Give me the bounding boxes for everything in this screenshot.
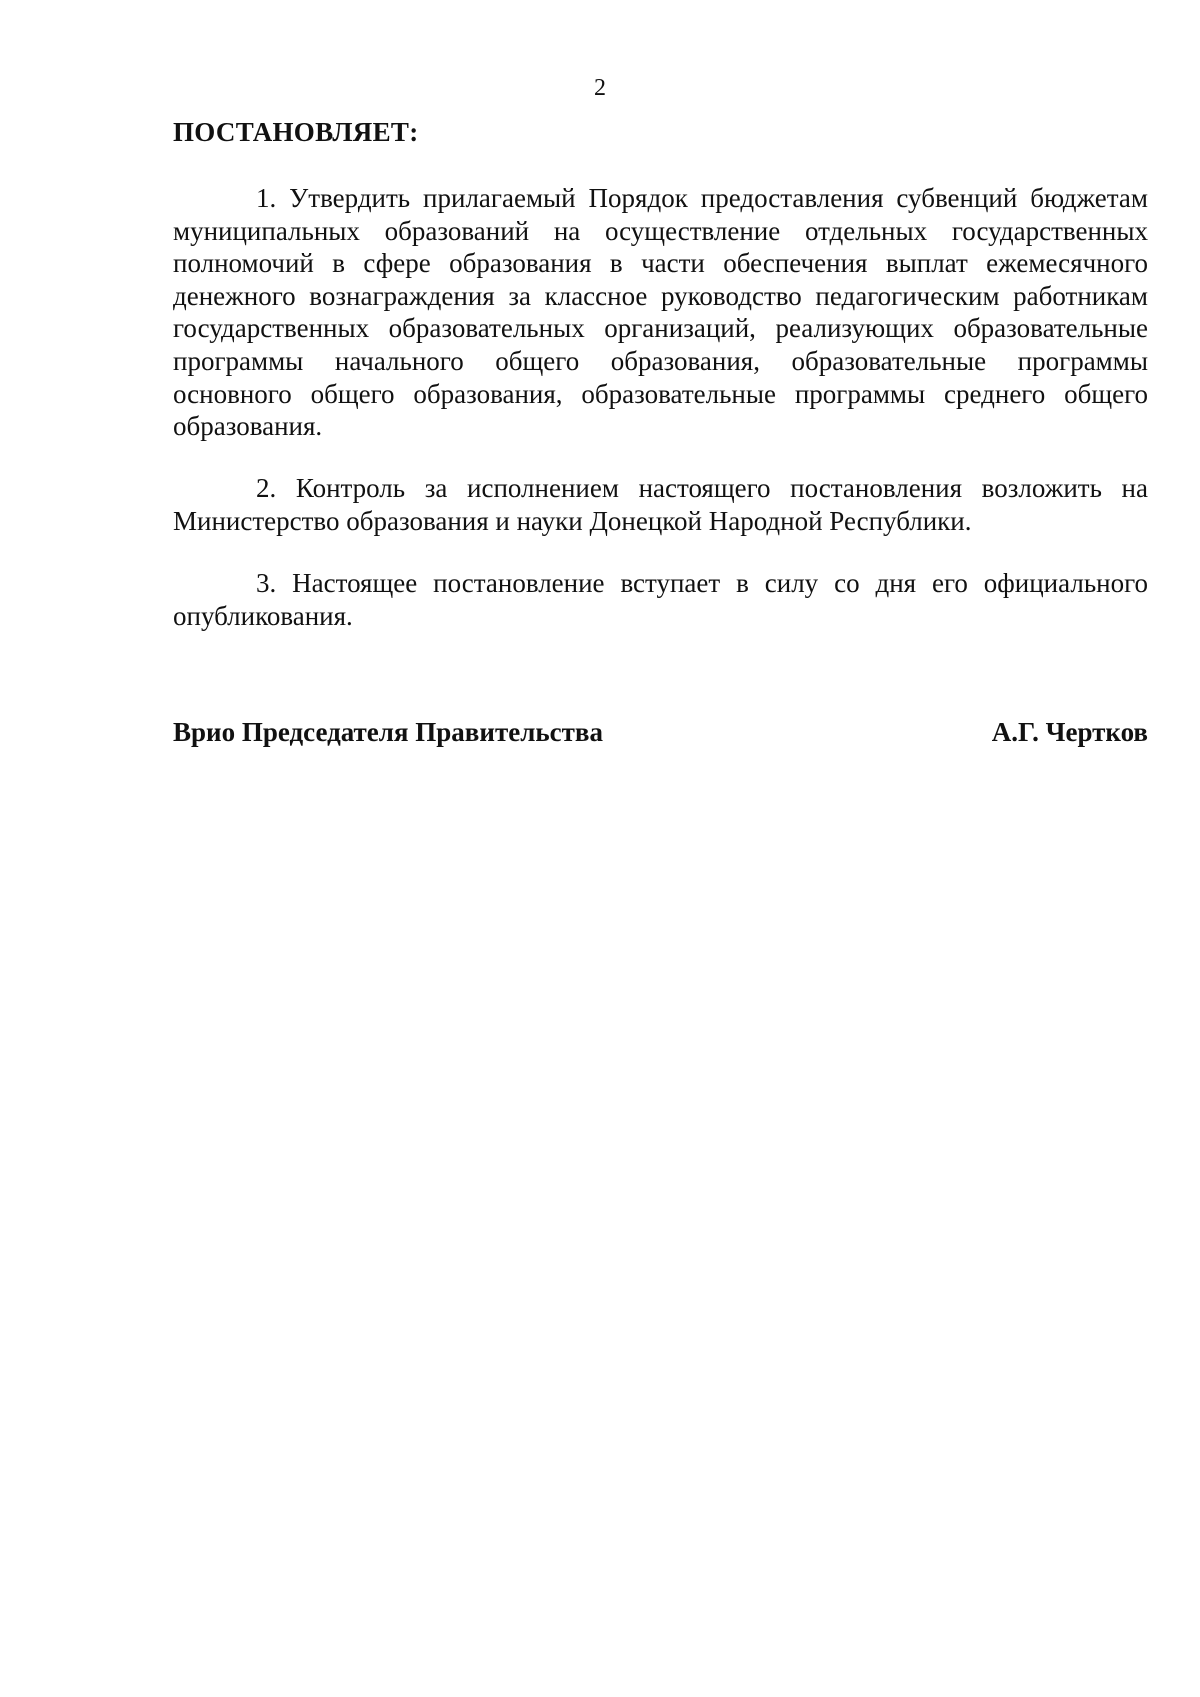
paragraph-1: 1. Утвердить прилагаемый Порядок предоставления субвенций бюджетам муниципальных образований на осуществление отдельных государственных полномочий в сфере образования в части обеспечения выплат ежемесячного денежного вознаграждения за классное руководство педагогическим работникам государственных образовательных организаций, реализующих образовательные программы начального общего образования, образовательные программы основного общего образования, образовательные программы среднего общего образования. bbox=[173, 183, 1148, 442]
paragraph-2: 2. Контроль за исполнением настоящего постановления возложить на Министерство образования и науки Донецкой Народной Республики. bbox=[173, 473, 1148, 536]
signatory-name: А.Г. Чертков bbox=[991, 717, 1148, 747]
signatory-position: Врио Председателя Правительства bbox=[173, 717, 603, 747]
signature-block bbox=[173, 714, 1148, 750]
decree-heading: ПОСТАНОВЛЯЕТ: bbox=[173, 117, 419, 147]
page-number: 2 bbox=[594, 75, 606, 101]
paragraph-3: 3. Настоящее постановление вступает в силу со дня его официального опубликования. bbox=[173, 568, 1148, 631]
